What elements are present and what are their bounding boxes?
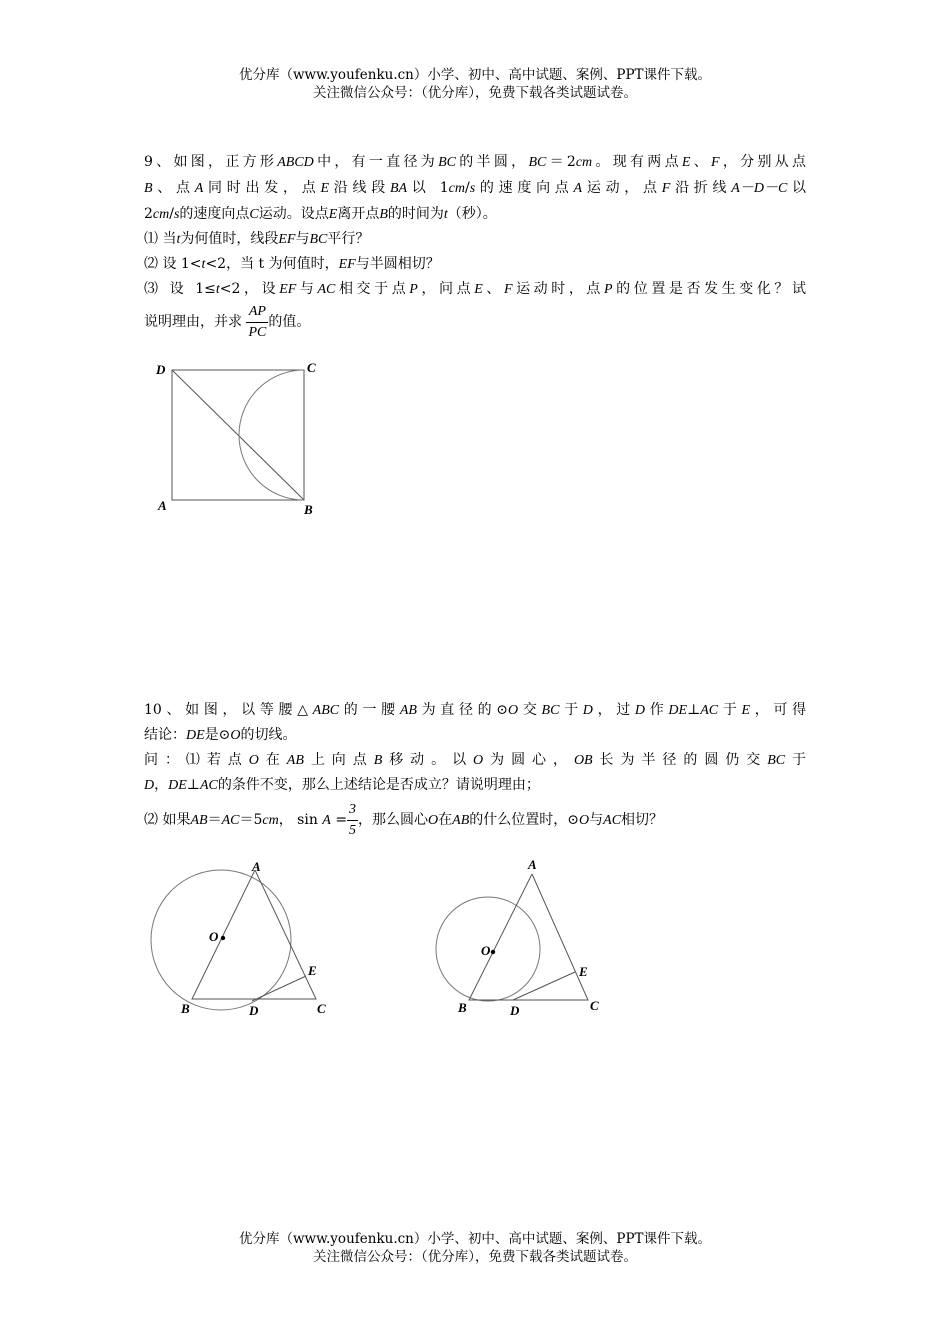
q9-part-3: ⑶ 设 1≤t<2，设EF与AC相交于点P，问点E、F运动时，点P的位置是否发生变化？试 — [144, 281, 807, 297]
q9-part-1: ⑴ 当t为何值时，线段EF与BC平行？ — [144, 231, 370, 247]
center-o-dot — [491, 950, 495, 954]
q9-part-2: ⑵ 设 1<t<2，当 t 为何值时，EF与半圆相切？ — [144, 256, 440, 272]
q10-line-4: D，DE⊥AC的条件不变，那么上述结论是否成立？请说明理由； — [144, 777, 540, 793]
label-d: D — [249, 1003, 259, 1018]
header-line-2: 关注微信公众号：（优分库），免费下载各类试题试卷。 — [313, 85, 637, 101]
q10-line-1: 10、如图，以等腰△ABC的一腰AB为直径的⊙O交BC于D，过D作DE⊥AC于E，可得 — [144, 702, 807, 718]
fraction-ap-pc: $\frac{AP}{PC}$ — [248, 303, 267, 340]
label-a: A — [158, 498, 167, 513]
q9-line-2: B、点A同时出发，点E沿线段BA以 1cm/s的速度向点A运动，点F沿折线A－D－C以 — [144, 180, 807, 196]
label-d: D — [156, 362, 166, 377]
diagonal-db — [172, 370, 304, 500]
label-o: O — [481, 943, 491, 958]
q10-line-3: 问：⑴若点O在AB上向点B移动。以O为圆心，OB长为半径的圆仍交BC于 — [144, 752, 807, 768]
q9-part-3-cont: 说明理由，并求 $\frac{AP}{PC}$ 的值。 — [144, 300, 806, 344]
semicircle — [239, 370, 304, 500]
q9-figure — [150, 358, 330, 520]
label-d: D — [510, 1003, 520, 1018]
label-c: C — [317, 1001, 326, 1016]
label-b: B — [181, 1001, 190, 1016]
label-c: C — [307, 360, 316, 375]
q10-line-2: 结论：DE是⊙O的切线。 — [144, 727, 297, 743]
q9-line-3: 2cm/s的速度向点C运动。设点E离开点B的时间为t（秒）。 — [144, 206, 497, 222]
fraction-3-5: $\frac{3}{5}$ — [349, 801, 357, 838]
label-e: E — [579, 964, 588, 979]
label-b: B — [304, 502, 313, 517]
label-c: C — [590, 998, 599, 1013]
q9-line-1: 9、如图，正方形ABCD中，有一直径为BC的半圆，BC＝2cm。现有两点E、F，分别从点 — [144, 154, 807, 170]
label-b: B — [458, 1000, 467, 1015]
q10-part-2: ⑵ 如果AB＝AC＝5cm， sin A = $\frac{3}{5}$ ，那么圆心O在AB的什么位置时，⊙O与AC相切？ — [144, 798, 806, 843]
segment-de — [513, 972, 575, 1000]
label-e: E — [308, 963, 317, 978]
q10-figure-2 — [433, 852, 613, 1024]
footer-line-2: 关注微信公众号：（优分库），免费下载各类试题试卷。 — [313, 1249, 637, 1265]
footer-line-1: 优分库（www.youfenku.cn）小学、初中、高中试题、案例、PPT课件下载。 — [238, 1231, 712, 1247]
center-o-dot — [221, 936, 225, 940]
header-line-1: 优分库（www.youfenku.cn）小学、初中、高中试题、案例、PPT课件下载。 — [238, 67, 712, 83]
q10-figure-1 — [148, 856, 348, 1024]
label-a: A — [252, 859, 261, 874]
label-o: O — [209, 929, 219, 944]
label-a: A — [528, 857, 537, 872]
